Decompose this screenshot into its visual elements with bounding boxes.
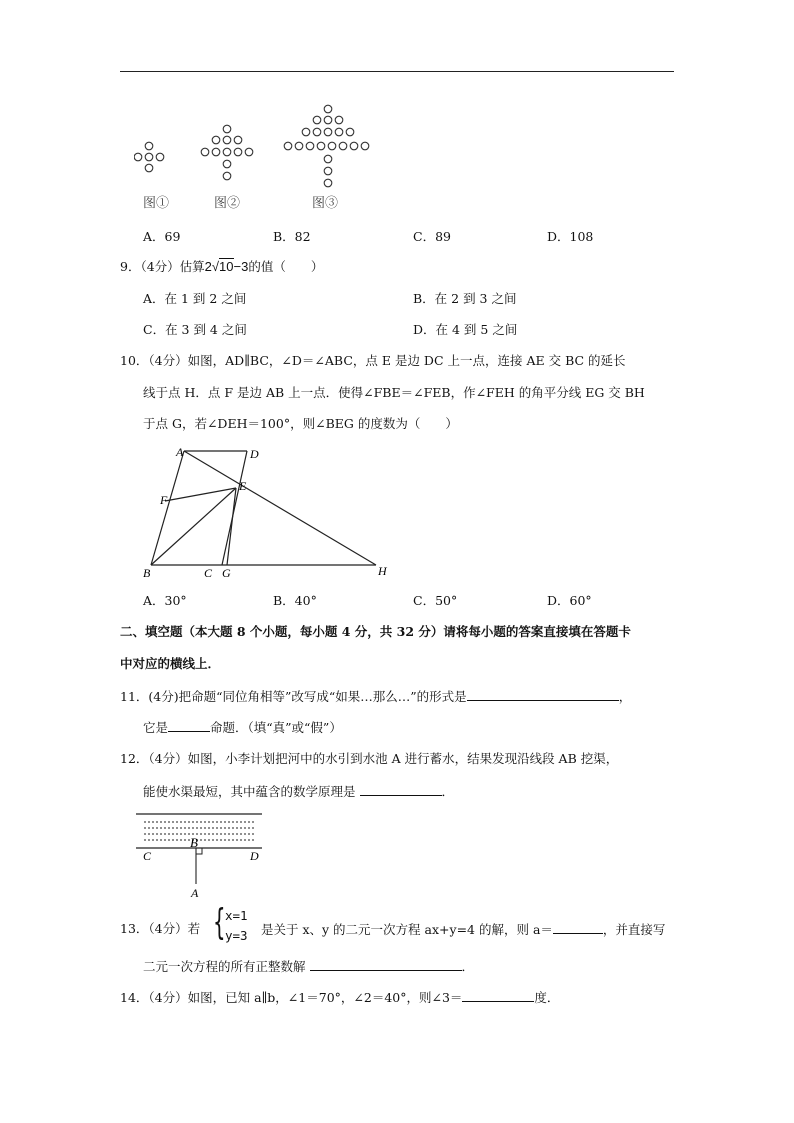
figure-2-label: 图② (214, 196, 241, 211)
q9-stem (120, 259, 323, 275)
q11-line-2-suffix: 命题．（填“真”或“假”） (210, 720, 342, 735)
label-a: A (191, 886, 199, 900)
q9-option-a: A．在 1 到 2 之间 (143, 291, 247, 306)
q10-option-d: D．60° (547, 593, 592, 608)
q9-option-b: B．在 2 到 3 之间 (413, 291, 517, 306)
q14-suffix: 度． (534, 990, 560, 1005)
figure-1-dots (134, 142, 164, 172)
q14-answer-blank[interactable] (462, 989, 534, 1002)
q10-option-c: C．50° (413, 593, 458, 608)
q9-formula-coef: 2 (204, 259, 212, 274)
q11-answer-blank-1[interactable] (467, 688, 619, 701)
figure-1-label: 图① (143, 196, 170, 211)
q13-line-1-rest (261, 921, 665, 938)
label-d: D (250, 447, 259, 461)
q9-formula-tail: −3 (233, 259, 249, 274)
q9-formula-radicand: 10 (219, 259, 234, 274)
section-2-heading-line-1: 二、填空题（本大题 8 个小题，每小题 4 分，共 32 分）请将每小题的答案直接填在答题卡 (120, 624, 631, 639)
label-c: C (204, 566, 213, 580)
brace-icon: { (213, 902, 226, 943)
q9-stem-prefix: 9．（4分）估算 (120, 259, 205, 274)
label-a: A (176, 445, 184, 459)
figure-3-dots (284, 105, 369, 187)
sqrt-icon: √ (211, 259, 220, 274)
q13-answer-blank-2[interactable] (310, 958, 462, 971)
q9-stem-suffix: 的值（ ） (248, 259, 324, 274)
label-f: F (160, 493, 168, 507)
q12-river-figure (134, 808, 266, 900)
q11-answer-blank-2[interactable] (168, 719, 210, 732)
label-b: B (190, 835, 198, 850)
q13-line-2-prefix: 二元一次方程的所有正整数解 (143, 959, 306, 974)
q13-system-line-2: y=3 (225, 928, 248, 943)
q10-line-2: 线于点 H．点 F 是边 AB 上一点．使得∠FBE＝∠FEB，作∠FEH 的角平分线 EG 交 BH (143, 385, 645, 400)
q12-line-2-suffix: ． (441, 784, 455, 799)
q9-option-d: D．在 4 到 5 之间 (413, 322, 518, 337)
q11-line-2-prefix: 它是 (143, 720, 169, 735)
q8-option-a: A．69 (143, 229, 181, 244)
label-g: G (222, 566, 231, 580)
q13-system-line-1: x=1 (225, 908, 248, 923)
figure-3-label: 图③ (312, 196, 339, 211)
label-h: H (378, 564, 387, 578)
figure-2-dots (201, 125, 253, 180)
q12-line-2 (143, 783, 454, 800)
q11-line-1 (120, 688, 631, 705)
q13-answer-blank-1[interactable] (553, 921, 603, 934)
label-d: D (250, 849, 259, 863)
q10-option-b: B．40° (273, 593, 317, 608)
label-e: E (239, 479, 247, 493)
q14-prefix: 14．（4分）如图，已知 a∥b，∠1＝70°，∠2＝40°，则∠3＝ (120, 990, 463, 1005)
q13-prefix: 13．（4分）若 (120, 921, 201, 936)
q10-line-3: 于点 G，若∠DEH＝100°，则∠BEG 的度数为（ ） (143, 416, 458, 431)
q10-figure (138, 442, 398, 584)
label-c: C (143, 849, 152, 863)
q10-line-1: 10．（4分）如图，AD∥BC，∠D＝∠ABC，点 E 是边 DC 上一点，连接 AE 交 BC 的延长 (120, 353, 626, 368)
q11-line-1-suffix: ， (618, 689, 632, 704)
q13-equation-system (213, 902, 261, 944)
q8-option-d: D．108 (547, 229, 594, 244)
section-2-heading-line-2: 中对应的横线上． (120, 656, 221, 671)
header-rule (120, 71, 674, 72)
q13-middle: 是关于 x、y 的二元一次方程 ax+y=4 的解，则 a＝ (261, 922, 553, 937)
q12-answer-blank[interactable] (360, 783, 442, 796)
q14-line-1 (120, 989, 559, 1006)
q13-suffix: ，并直接写 (602, 922, 666, 937)
label-b: B (143, 566, 151, 580)
q11-line-1-prefix: 11．(4分)把命题“同位角相等”改写成“如果…那么…”的形式是 (120, 689, 467, 704)
q13-line-1 (120, 921, 200, 937)
q9-option-c: C．在 3 到 4 之间 (143, 322, 247, 337)
q10-option-a: A．30° (143, 593, 187, 608)
q13-line-2-suffix: ． (461, 959, 475, 974)
q8-option-b: B．82 (273, 229, 311, 244)
q12-line-2-prefix: 能使水渠最短，其中蕴含的数学原理是 (143, 784, 356, 799)
q13-line-2 (143, 958, 474, 975)
q11-line-2 (143, 719, 342, 736)
q8-option-c: C．89 (413, 229, 451, 244)
q9-formula (205, 258, 249, 274)
q12-line-1: 12．（4分）如图，小李计划把河中的水引到水池 A 进行蓄水，结果发现沿线段 AB 挖渠， (120, 751, 619, 766)
